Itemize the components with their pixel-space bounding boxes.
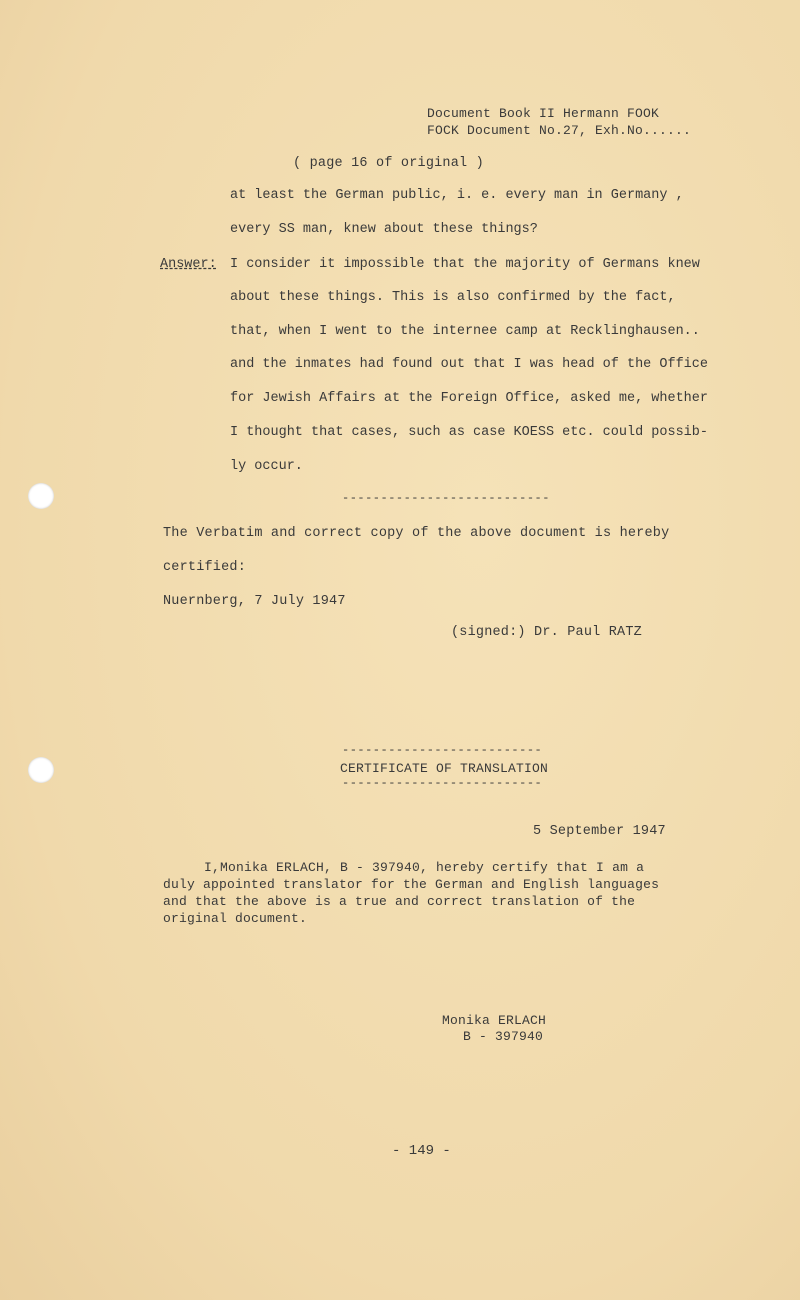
header-line-1: Document Book II Hermann FOOK xyxy=(427,106,660,121)
certificate-line: and that the above is a true and correct translation of the xyxy=(163,894,636,909)
question-line: every SS man, knew about these things? xyxy=(230,222,538,237)
answer-line: I consider it impossible that the majority of Germans knew xyxy=(230,257,700,272)
certificate-dash-top: -------------------------- xyxy=(342,743,543,757)
answer-line: that, when I went to the internee camp at Recklinghausen.. xyxy=(230,324,700,339)
page-number: - 149 - xyxy=(392,1143,451,1159)
certificate-line: original document. xyxy=(163,911,308,926)
certification-line-2: certified: xyxy=(163,560,247,575)
header-line-2: FOCK Document No.27, Exh.No...... xyxy=(427,123,692,138)
separator-line: --------------------------- xyxy=(342,491,550,505)
signer-id: B - 397940 xyxy=(463,1029,544,1044)
answer-line: ly occur. xyxy=(230,459,303,474)
punch-hole-top xyxy=(28,483,54,509)
answer-label: Answer: xyxy=(160,257,217,272)
page-reference: ( page 16 of original ) xyxy=(293,156,484,171)
certification-line-1: The Verbatim and correct copy of the above document is hereby xyxy=(163,526,670,541)
question-line: at least the German public, i. e. every man in Germany , xyxy=(230,188,684,203)
place-date: Nuernberg, 7 July 1947 xyxy=(163,594,346,609)
certificate-title: CERTIFICATE OF TRANSLATION xyxy=(340,761,549,776)
certificate-date: 5 September 1947 xyxy=(533,824,666,839)
certificate-line: duly appointed translator for the German and English languages xyxy=(163,877,660,892)
punch-hole-bottom xyxy=(28,757,54,783)
answer-line: I thought that cases, such as case KOESS etc. could possib- xyxy=(230,425,708,440)
certificate-dash-bottom: -------------------------- xyxy=(342,776,543,790)
answer-line: and the inmates had found out that I was head of the Office xyxy=(230,357,708,372)
signature-line: (signed:) Dr. Paul RATZ xyxy=(451,625,642,640)
certificate-line: I,Monika ERLACH, B - 397940, hereby certify that I am a xyxy=(204,860,645,875)
answer-line: about these things. This is also confirmed by the fact, xyxy=(230,290,676,305)
signer-name: Monika ERLACH xyxy=(442,1013,547,1028)
answer-line: for Jewish Affairs at the Foreign Office, asked me, whether xyxy=(230,391,708,406)
